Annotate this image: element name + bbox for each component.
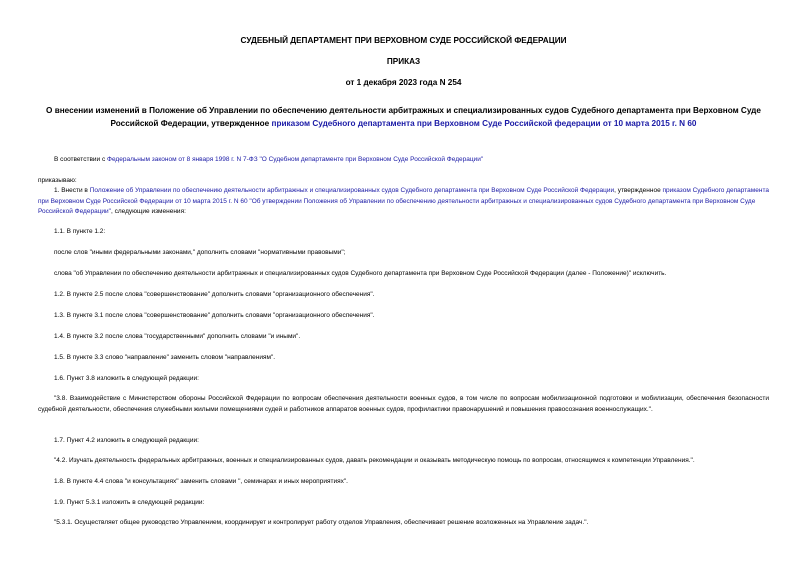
item-1-5: 1.5. В пункте 3.3 слово "направление" заменить словом "направлениям". [54,354,276,361]
order-date: от 1 декабря 2023 года N 254 [345,78,462,87]
federal-law-link[interactable]: Федеральным законом от 8 января 1998 г. N 7-ФЗ "О Судебном департаменте при Верховном Суде Российской Федерации" [107,156,484,163]
item-1-9: 1.9. Пункт 5.3.1 изложить в следующей редакции: [54,499,205,506]
order-word: приказываю: [38,177,77,184]
title-order-link[interactable]: приказом Судебного департамента при Верховном Суде Российской федерации от 10 марта 2015 г. N 60 [271,119,697,128]
preamble-paragraph [38,155,769,166]
item-1-mid-text: , утвержденное [614,187,663,194]
item-1-text: 1. Внести в [54,187,90,194]
preamble-text: В соответствии с [54,156,108,163]
order-heading: ПРИКАЗ [386,57,421,66]
item-1-2: 1.2. В пункте 2.5 после слова "совершенствование" дополнить словами "организационного обеспечения". [54,291,375,298]
item-3-8-text: "3.8. Взаимодействие с Министерством обороны Российской Федерации по вопросам обеспечения деятельности военных судов, в том числе по вопросам мобилизационной подготовки и мобилизации, обеспечения безопасности судебной деятельности, обеспечения служебными жилыми помещениями судей и работников аппаратов военных судов, профилактики правонарушений и повышения правосознания военнослужащих.". [38,395,769,413]
regulation-link[interactable]: Положение об Управлении по обеспечению деятельности арбитражных и специализированных судов Судебного департамента при Верховном Суде Российской Федерации [89,187,615,194]
item-1-1-amendment-b: слова "об Управлении по обеспечению деятельности арбитражных и специализированных судов Судебного департамента при Верховном Суде Российской Федерации (далее - Положение)" исключить. [54,270,667,277]
item-1-6: 1.6. Пункт 3.8 изложить в следующей редакции: [54,375,199,382]
item-1-7: 1.7. Пункт 4.2 изложить в следующей редакции: [54,437,199,444]
document-title [30,104,777,130]
title-text: О внесении изменений в Положение об Управлении по обеспечению деятельности арбитражных и специализированных судов Судебного департамента при Верховном Суде Российской Федерации, утвержденное [46,106,761,128]
item-5-3-1-text: "5.3.1. Осуществляет общее руководство Управлением, координирует и контролирует работу отделов Управления, обеспечивает решение возложенных на Управление задач.". [54,519,589,526]
item-1-8: 1.8. В пункте 4.4 слова "и консультациях" заменить словами ", семинарах и иных мероприятиях". [54,478,348,485]
department-header: СУДЕБНЫЙ ДЕПАРТАМЕНТ ПРИ ВЕРХОВНОМ СУДЕ РОССИЙСКОЙ ФЕДЕРАЦИИ [240,36,567,45]
item-1-1: 1.1. В пункте 1.2: [54,228,106,235]
item-1-4: 1.4. В пункте 3.2 после слова "государственными" дополнить словами "и иными". [54,333,301,340]
item-1-3: 1.3. В пункте 3.1 после слова "совершенствование" дополнить словами "организационного обеспечения". [54,312,375,319]
item-1-end-text: , следующие изменения: [111,208,186,215]
order-2015-link[interactable]: приказом Судебного департамента при Верховном Суде Российской Федерации от 10 марта 2015 г. N 60 "Об утверждении Положения об Управлении по обеспечению деятельности арбитражных и специализированных судов Судебного департамента при Верховном Суде Российской Федерации" [38,187,769,215]
item-1-paragraph [38,186,769,218]
item-1-1-amendment-a: после слов "иными федеральными законами," дополнить словами "нормативными правовыми"; [54,249,346,256]
item-4-2-text: "4.2. Изучать деятельность федеральных арбитражных, военных и специализированных судов, давать рекомендации и оказывать методическую помощь по вопросам, относящимся к компетенции Управления.". [54,457,695,464]
